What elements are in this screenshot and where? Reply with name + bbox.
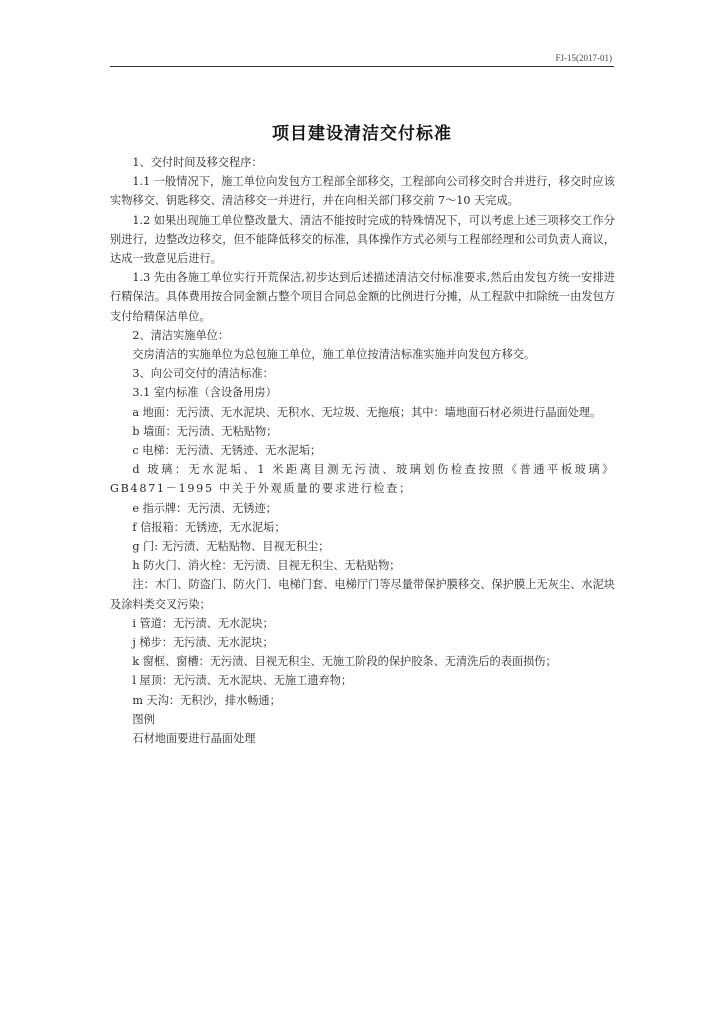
paragraph-1-3: 1.3 先由各施工单位实行开荒保洁,初步达到后述描述清洁交付标准要求,然后由发包方统一安排进行精保洁。具体费用按合同金额占整个项目合同总金额的比例进行分摊，从工程款中扣除统一由发包方支付给精保洁单位。	[110, 271, 615, 323]
subsection-heading-3-1: 3.1 室内标准（含设备用房）	[132, 386, 277, 400]
document-code: FJ-15(2017-01)	[555, 53, 612, 63]
note-paragraph: 注：木门、防盗门、防火门、电梯门套、电梯厅门等尽量带保护膜移交、保护膜上无灰尘、水泥块及涂料类交叉污染；	[110, 578, 615, 611]
section-heading-3: 3、向公司交付的清洁标准：	[132, 367, 274, 381]
list-item-a: a 地面：无污渍、无水泥块、无积水、无垃圾、无拖痕；其中：墙地面石材必须进行晶面处理。	[132, 405, 602, 419]
page-title: 项目建设清洁交付标准	[272, 124, 452, 144]
list-item-d: d 玻璃：无水泥垢、1 米距离目测无污渍、玻璃划伤检查按照《普通平板玻璃》GB4871－1995 中关于外观质量的要求进行检查；	[110, 463, 615, 496]
list-item-g: g 门: 无污渍、无粘贴物、目视无积尘；	[132, 540, 330, 554]
section-heading-2: 2、清洁实施单位：	[132, 328, 230, 342]
legend-label: 图例	[132, 712, 155, 726]
paragraph-1-1: 1.1 一般情况下，施工单位向发包方工程部全部移交，工程部向公司移交时合并进行，移交时应该实物移交、钥匙移交、清洁移交一并进行，并在向相关部门移交前 7～10 天完成。	[110, 175, 615, 208]
list-item-k: k 窗框、窗槽：无污渍、目视无积尘、无施工阶段的保护胶条、无清洗后的表面损伤；	[132, 655, 557, 669]
section-heading-1: 1、交付时间及移交程序：	[132, 156, 263, 169]
list-item-h: h 防火门、消火栓：无污渍、目视无积尘、无粘贴物；	[132, 559, 401, 573]
document-body	[110, 153, 615, 748]
paragraph-2: 交房清洁的实施单位为总包施工单位，施工单位按清洁标准实施并向发包方移交。	[132, 348, 536, 362]
list-item-b: b 墙面：无污渍、无粘贴物；	[132, 424, 278, 438]
list-item-e: e 指示牌：无污渍、无锈迹；	[132, 501, 277, 515]
list-item-l: l 屋顶：无污渍、无水泥块、无施工遗弃物；	[132, 674, 353, 688]
list-item-c: c 电梯：无污渍、无锈迹、无水泥垢；	[132, 444, 322, 458]
list-item-f: f 信报箱：无锈迹，无水泥垢；	[132, 520, 286, 534]
header-divider	[110, 66, 614, 67]
list-item-m: m 天沟：无积沙，排水畅通；	[132, 693, 281, 707]
legend-caption: 石材地面要进行晶面处理	[132, 732, 256, 746]
list-item-i: i 管道：无污渍、无水泥块；	[132, 616, 274, 630]
list-item-j: j 梯步：无污渍、无水泥块；	[132, 636, 274, 650]
paragraph-1-2: 1.2 如果出现施工单位整改量大、清洁不能按时完成的特殊情况下，可以考虑上述三项移交工作分别进行，边整改边移交，但不能降低移交的标准，具体操作方式必须与工程部经理和公司负责人商议，达成一致意见后进行。	[110, 213, 615, 266]
